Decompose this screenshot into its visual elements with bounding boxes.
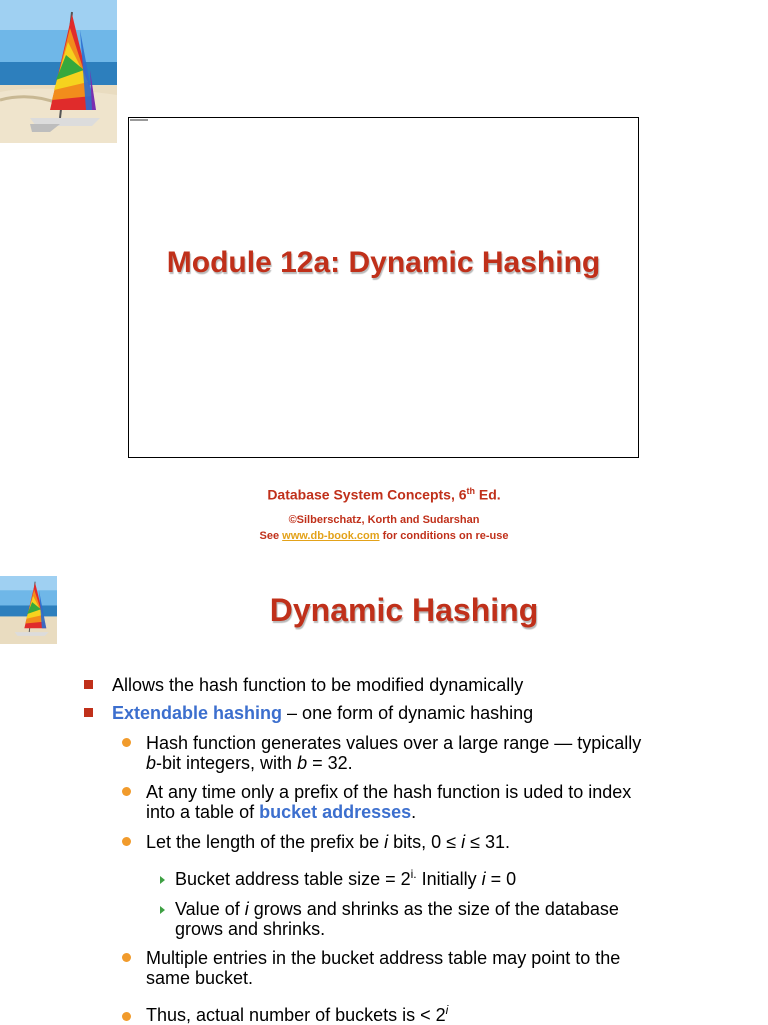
sub-bullet-2-pre: into a table of — [146, 802, 260, 822]
var-i-4: i — [244, 899, 249, 919]
sub-bullet-5 — [146, 1005, 448, 1025]
sub-bullet-2-line-1: At any time only a prefix of the hash function is uded to index — [146, 782, 632, 802]
sub-bullet-4-line-1: Multiple entries in the bucket address table may point to the — [146, 948, 621, 968]
table-size-exponent: i. — [410, 867, 417, 881]
reuse-suffix: for conditions on re-use — [379, 530, 509, 542]
var-i: i — [384, 832, 389, 852]
buckets-count-pre: Thus, actual number of buckets is < 2 — [146, 1005, 446, 1025]
sub-sub-bullet-1 — [175, 869, 516, 889]
module-title: Module 12a: Dynamic Hashing — [166, 246, 601, 279]
reuse-prefix: See — [259, 530, 283, 542]
book-edition-text: Ed. — [475, 486, 501, 503]
book-edition-sup: th — [466, 486, 476, 496]
sub-sub-bullet-2-line-1 — [175, 899, 619, 919]
sub-bullet-4-line-2: same bucket. — [146, 968, 254, 988]
var-b-2: b — [297, 753, 308, 773]
round-bullet-icon — [122, 1012, 131, 1021]
triangle-bullet-icon — [160, 906, 165, 914]
sub-bullet-1-line-2 — [146, 753, 353, 773]
table-size-pre: Bucket address table size = 2 — [175, 869, 411, 889]
bucket-addresses-term: bucket addresses — [259, 802, 412, 822]
round-bullet-icon — [122, 738, 131, 747]
value-of-pre: Value of — [175, 899, 245, 919]
sub-bullet-1-end: = 32. — [307, 753, 353, 773]
round-bullet-icon — [122, 787, 131, 796]
triangle-bullet-icon — [160, 876, 165, 884]
value-of-rest: grows and shrinks as the size of the database — [248, 899, 619, 919]
square-bullet-icon — [84, 680, 93, 689]
copyright-line: ©Silberschatz, Korth and Sudarshan — [288, 514, 480, 526]
var-b: b — [146, 753, 157, 773]
slide-title: Dynamic Hashing — [269, 592, 539, 628]
extendable-hashing-term: Extendable hashing — [112, 703, 283, 723]
sub-bullet-3-end: ≤ 31. — [465, 832, 510, 852]
table-size-mid: Initially — [416, 869, 482, 889]
bullet-1: Allows the hash function to be modified dynamically — [112, 675, 524, 695]
sub-sub-bullet-2-line-2: grows and shrinks. — [175, 919, 326, 939]
sub-bullet-3 — [146, 832, 510, 852]
var-i-2: i — [461, 832, 466, 852]
sub-bullet-1-line-1: Hash function generates values over a large range — typically — [146, 733, 642, 753]
round-bullet-icon — [122, 953, 131, 962]
sub-bullet-2-end: . — [411, 802, 417, 822]
bullet-2 — [112, 703, 533, 723]
db-book-link[interactable]: www.db-book.com — [282, 530, 380, 542]
square-bullet-icon — [84, 708, 93, 717]
sub-bullet-2-line-2 — [146, 802, 416, 822]
var-i-3: i — [481, 869, 486, 889]
round-bullet-icon — [122, 837, 131, 846]
sub-bullet-3-pre: Let the length of the prefix be — [146, 832, 385, 852]
buckets-count-exponent: i — [445, 1003, 449, 1017]
sub-bullet-3-mid: bits, 0 ≤ — [388, 832, 462, 852]
table-size-end: = 0 — [485, 869, 517, 889]
bullet-2-rest: – one form of dynamic hashing — [282, 703, 534, 723]
sub-bullet-1-mid: -bit integers, with — [156, 753, 298, 773]
book-title-text: Database System Concepts, 6 — [267, 486, 467, 503]
